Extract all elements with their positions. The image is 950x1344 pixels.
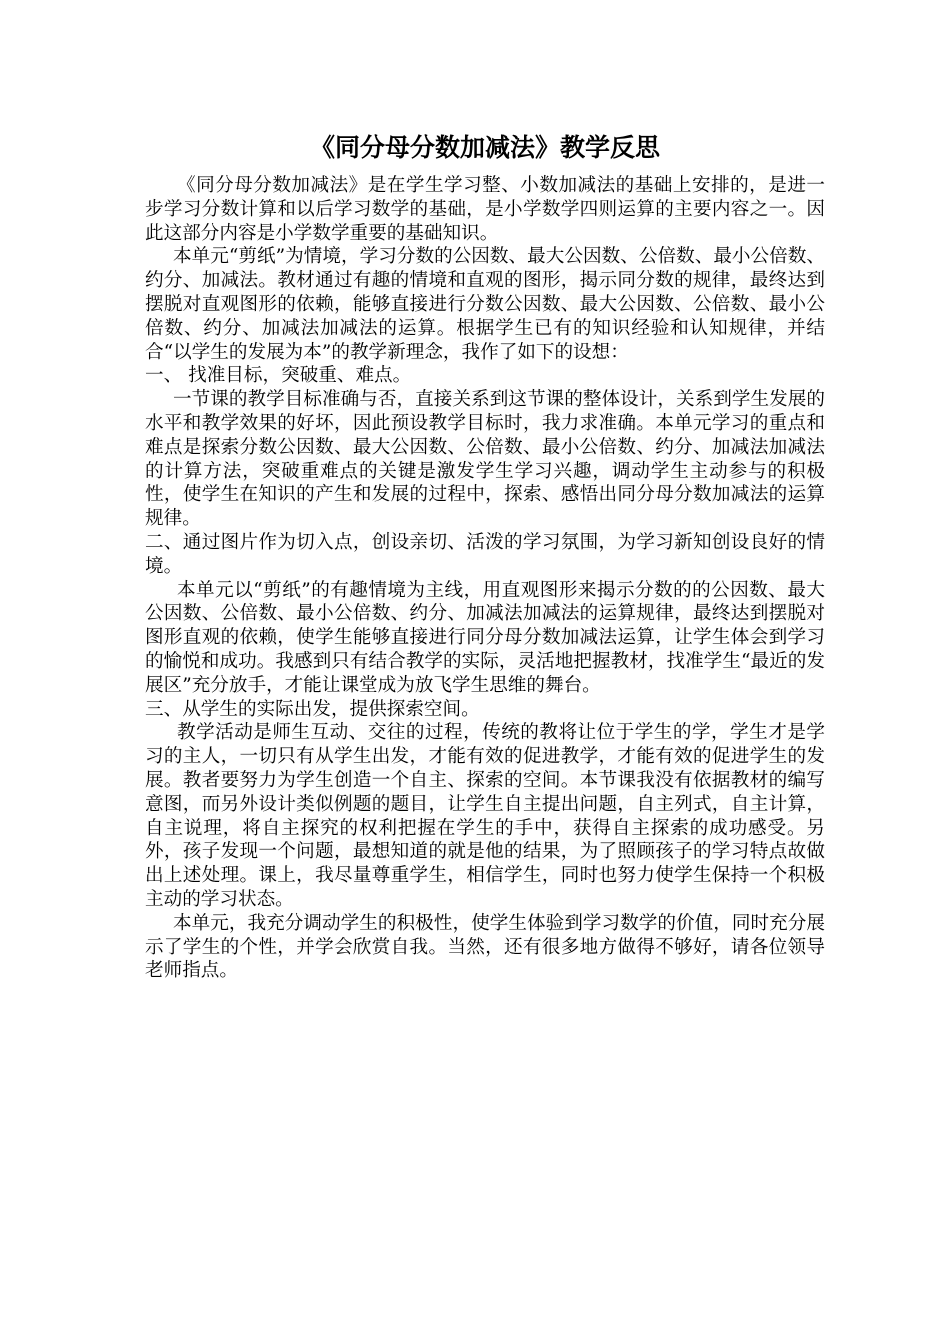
paragraph-unit-context: 本单元“剪纸”为情境，学习分数的公因数、最大公因数、公倍数、最小公倍数、约分、加减法。教材通过有趣的情境和直观的图形，揭示同分数的规律，最终达到摆脱对直观图形的依赖，能够直接进行分数公因数、最大公因数、公倍数、最小公倍数、约分、加减法加减法的运算。根据学生已有的知识经验和认知规律，并结合“以学生的发展为本”的教学新理念，我作了如下的设想： [145,246,825,363]
paragraph-intro: 《同分母分数加减法》是在学生学习整、小数加减法的基础上安排的，是进一步学习分数计算和以后学习数学的基础，是小学数学四则运算的主要内容之一。因此这部分内容是小学数学重要的基础知识。 [145,175,825,244]
paragraph-exploration: 教学活动是师生互动、交往的过程，传统的教将让位于学生的学，学生才是学习的主人，一切只有从学生出发，才能有效的促进教学，才能有效的促进学生的发展。教者要努力为学生创造一个自主、探索的空间。本节课我没有依据教材的编写意图，而另外设计类似例题的题目，让学生自主提出问题，自主列式，自主计算，自主说理，将自主探究的权利把握在学生的手中，获得自主探索的成功感受。另外，孩子发现一个问题，最想知道的就是他的结果，为了照顾孩子的学习特点故做出上述处理。课上，我尽量尊重学生，相信学生，同时也努力使学生保持一个积极主动的学习状态。 [145,722,825,910]
section-heading-2: 二、通过图片作为切入点，创设亲切、活泼的学习氛围，为学习新知创设良好的情境。 [145,531,825,577]
document-body [145,174,825,983]
paragraph-conclusion: 本单元，我充分调动学生的积极性，使学生体验到学习数学的价值，同时充分展示了学生的个性，并学会欣赏自我。当然，还有很多地方做得不够好，请各位领导老师指点。 [145,912,825,982]
document-page [145,128,825,983]
paragraph-situation: 本单元以“剪纸”的有趣情境为主线，用直观图形来揭示分数的的公因数、最大公因数、公倍数、最小公倍数、约分、加减法加减法的运算规律，最终达到摆脱对图形直观的依赖，使学生能够直接进行同分母分数加减法运算，让学生体会到学习的愉悦和成功。我感到只有结合教学的实际，灵活地把握教材，找准学生“最近的发展区”充分放手，才能让课堂成为放飞学生思维的舞台。 [145,579,825,696]
section-heading-3: 三、从学生的实际出发，提供探索空间。 [145,698,480,720]
document-title: 《同分母分数加减法》教学反思 [309,133,660,162]
paragraph-goals: 一节课的教学目标准确与否，直接关系到这节课的整体设计，关系到学生发展的水平和教学效果的好坏，因此预设教学目标时，我力求准确。本单元学习的重点和难点是探索分数公因数、最大公因数、公倍数、最小公倍数、约分、加减法加减法的计算方法，突破重难点的关键是激发学生学习兴趣，调动学生主动参与的积极性，使学生在知识的产生和发展的过程中，探索、感悟出同分母分数加减法的运算规律。 [145,389,825,530]
section-heading-1: 一、 找准目标，突破重、难点。 [145,365,412,387]
